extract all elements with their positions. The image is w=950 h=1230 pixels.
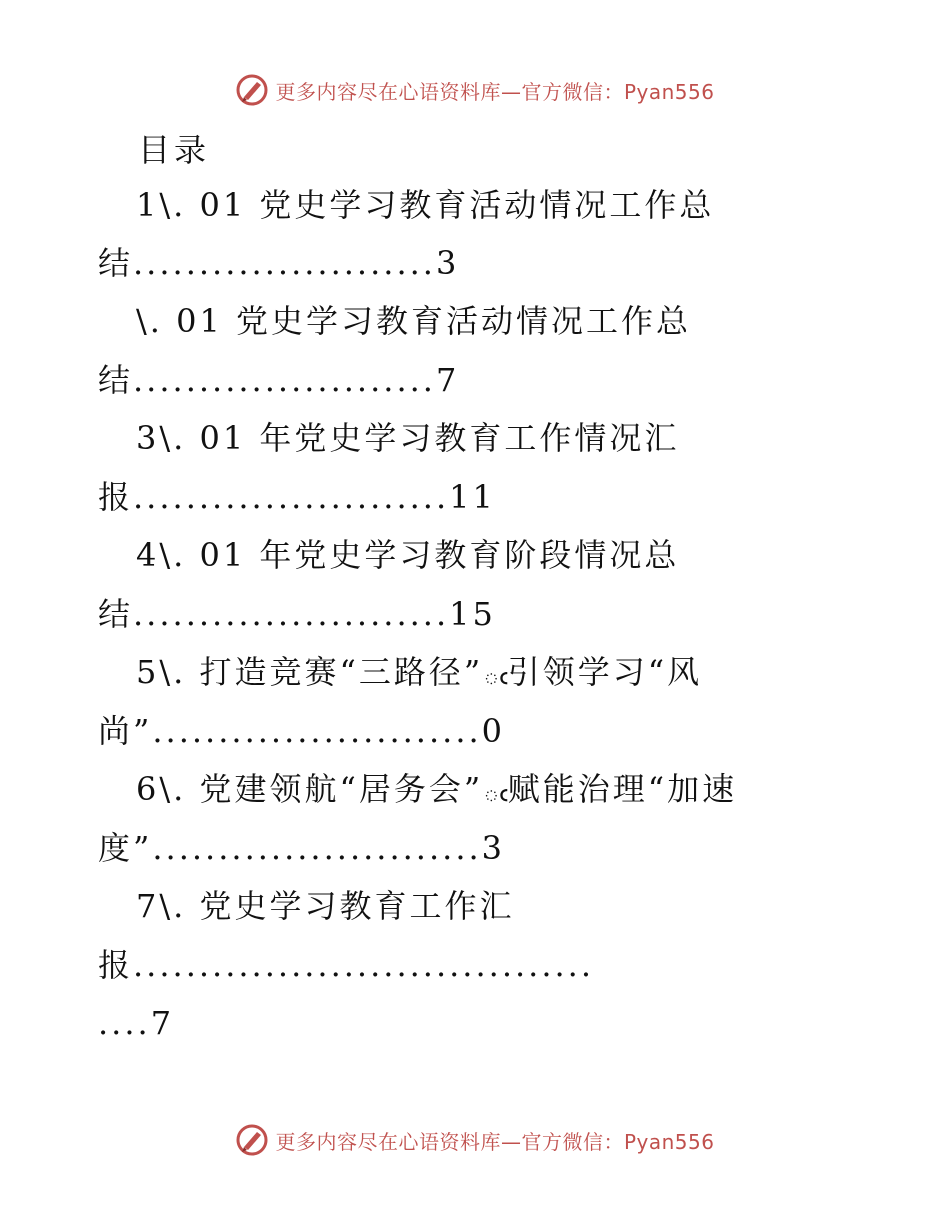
footer-watermark	[0, 1120, 950, 1160]
toc-entry-4-line1: 4\. 01 年党史学习教育阶段情况总	[136, 536, 680, 574]
toc-entry-5-line1	[136, 652, 702, 695]
swirl-icon: ఁ	[483, 657, 508, 691]
toc-entry-7-line2: 报...................................	[98, 946, 595, 984]
toc-entry-6-line2: 度”.........................3	[98, 829, 506, 867]
toc-entry-5-line1-part2: 引领学习“风	[507, 653, 703, 691]
watermark-text: 更多内容尽在心语资料库—官方微信：Pyan556	[275, 1129, 715, 1154]
toc-entry-3-line2: 报........................11	[98, 478, 496, 516]
header-watermark	[0, 70, 950, 110]
swirl-icon: ఁ	[483, 774, 508, 808]
pen-logo-icon	[235, 1123, 269, 1157]
toc-entry-5-line1-part1: 5\. 打造竞赛“三路径”	[136, 653, 484, 691]
toc-entry-1-line1: 1\. 01 党史学习教育活动情况工作总	[136, 186, 715, 224]
watermark-text: 更多内容尽在心语资料库—官方微信：Pyan556	[275, 79, 715, 104]
toc-entry-4-line2: 结........................15	[98, 595, 496, 633]
pen-logo-icon	[235, 73, 269, 107]
toc-entry-7-line1: 7\. 党史学习教育工作汇	[136, 887, 515, 925]
toc-entry-5-line2: 尚”.........................0	[98, 712, 506, 750]
toc-entry-6-line1-part2: 赋能治理“加速	[507, 770, 738, 808]
toc-title: 目录	[138, 131, 211, 169]
toc-entry-6-line1	[136, 769, 737, 812]
toc-entry-2-line2: 结.......................7	[98, 361, 460, 399]
toc-entry-3-line1: 3\. 01 年党史学习教育工作情况汇	[136, 419, 680, 457]
toc-entry-7-line3: ....7	[98, 1004, 175, 1042]
toc-entry-2-line1: \. 01 党史学习教育活动情况工作总	[136, 302, 692, 340]
toc-entry-1-line2: 结.......................3	[98, 244, 460, 282]
toc-entry-6-line1-part1: 6\. 党建领航“居务会”	[136, 770, 484, 808]
